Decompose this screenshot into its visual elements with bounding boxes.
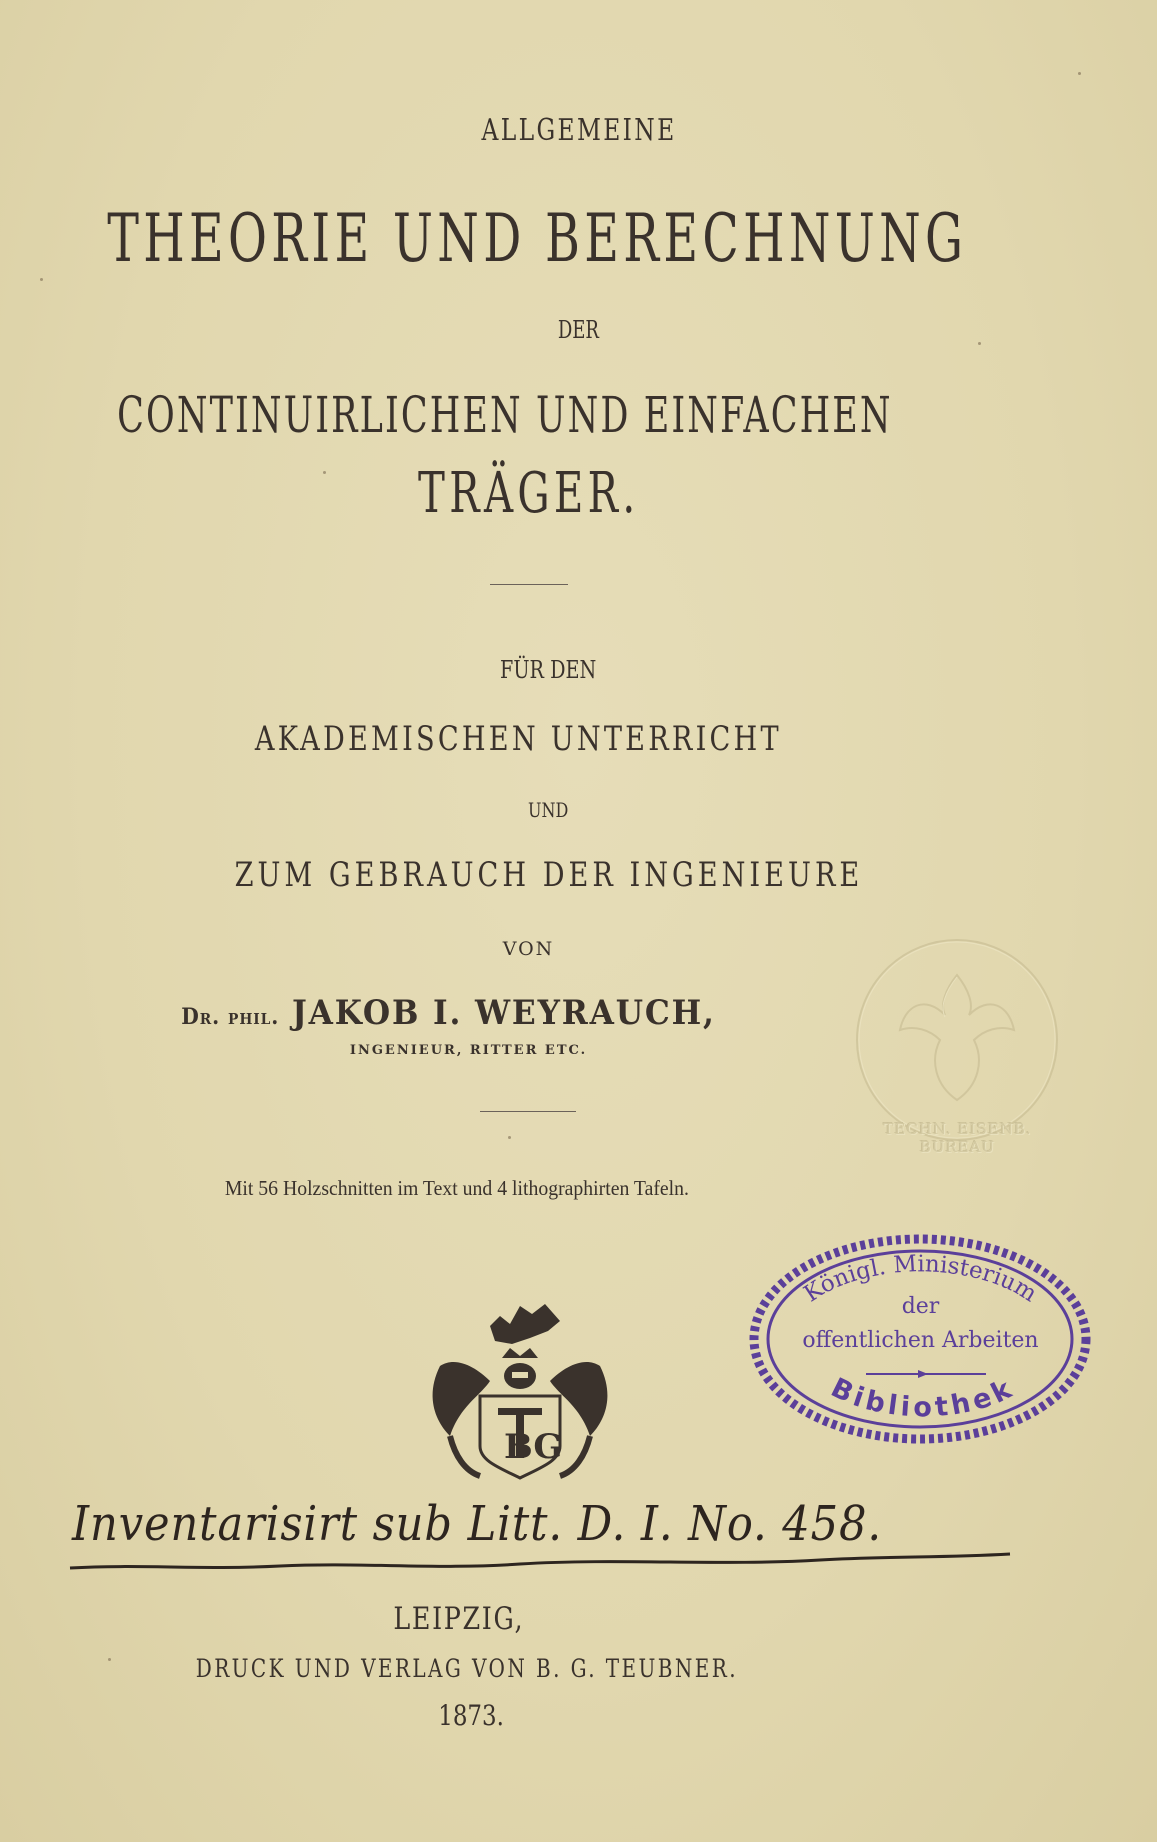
emboss-text: TECHN. EISENB. [883,1120,1032,1138]
author-name: JAKOB I. WEYRAUCH, [292,993,716,1033]
stamp-line-2: der [901,1294,940,1319]
imprint-publisher [0,1656,1045,1681]
stamp-line-3: offentlichen Arbeiten [802,1328,1039,1353]
emblem-monogram: BG [504,1427,563,1467]
imprint-text: 1873. [438,1699,505,1732]
imprint-city [0,1601,1037,1637]
subtitle-line-akademischen [0,719,1097,759]
subtitle-text: FÜR DEN [500,656,597,684]
author-role: INGENIEUR, RITTER ETC. [349,1043,588,1058]
title-text: THEORIE UND BERECHNUNG [107,200,968,277]
author-prefix: Dr. phil. [181,1004,280,1030]
imprint-year [0,1699,1050,1732]
stamp-line-4: Bibliothek [826,1372,1020,1424]
title-line-trager [0,461,1107,526]
subtitle-text: ZUM GEBRAUCH DER INGENIEURE [234,855,863,895]
subtitle-line-zum-gebrauch [0,855,1127,895]
title-text: TRÄGER. [417,461,640,526]
divider-rule [490,584,568,585]
title-text: DER [557,316,600,344]
title-line-der [0,318,1157,342]
emboss-seal-icon [845,935,1070,1160]
publisher-emblem-icon [420,1296,620,1486]
title-line-allgemeine [0,113,1157,148]
paper-speck [508,1136,511,1139]
library-stamp [748,1232,1093,1447]
paper-speck [978,342,981,345]
subtitle-text: UND [528,798,569,822]
title-text: CONTINUIRLICHEN UND EINFACHEN [116,386,893,444]
subtitle-line-fur-den [0,658,1127,682]
illustrations-note [0,1178,1035,1199]
subtitle-line-und [0,800,1127,820]
title-text: ALLGEMEINE [481,113,676,148]
divider-rule [480,1111,576,1112]
subtitle-text: AKADEMISCHEN UNTERRICHT [255,719,782,759]
title-line-main [0,200,1097,277]
by-line: VON [502,938,555,960]
handwritten-text: Inventarisirt sub Litt. D. I. No. 458. [72,1496,883,1552]
emboss-text: BUREAU [919,1138,996,1156]
title-line-continuirlichen [0,386,1083,444]
imprint-text: LEIPZIG, [393,1601,524,1637]
paper-speck [1078,72,1081,75]
paper-speck [40,278,43,281]
handwritten-inventory-note [60,1488,1020,1578]
stamp-line-1: Königl. Ministerium [799,1251,1042,1308]
paper-speck [108,1658,111,1661]
paper-speck [323,471,326,474]
imprint-text: DRUCK UND VERLAG VON B. G. TEUBNER. [195,1654,738,1683]
illustrations-text: Mit 56 Holzschnitten im Text und 4 lithographirten Tafeln. [224,1176,689,1200]
